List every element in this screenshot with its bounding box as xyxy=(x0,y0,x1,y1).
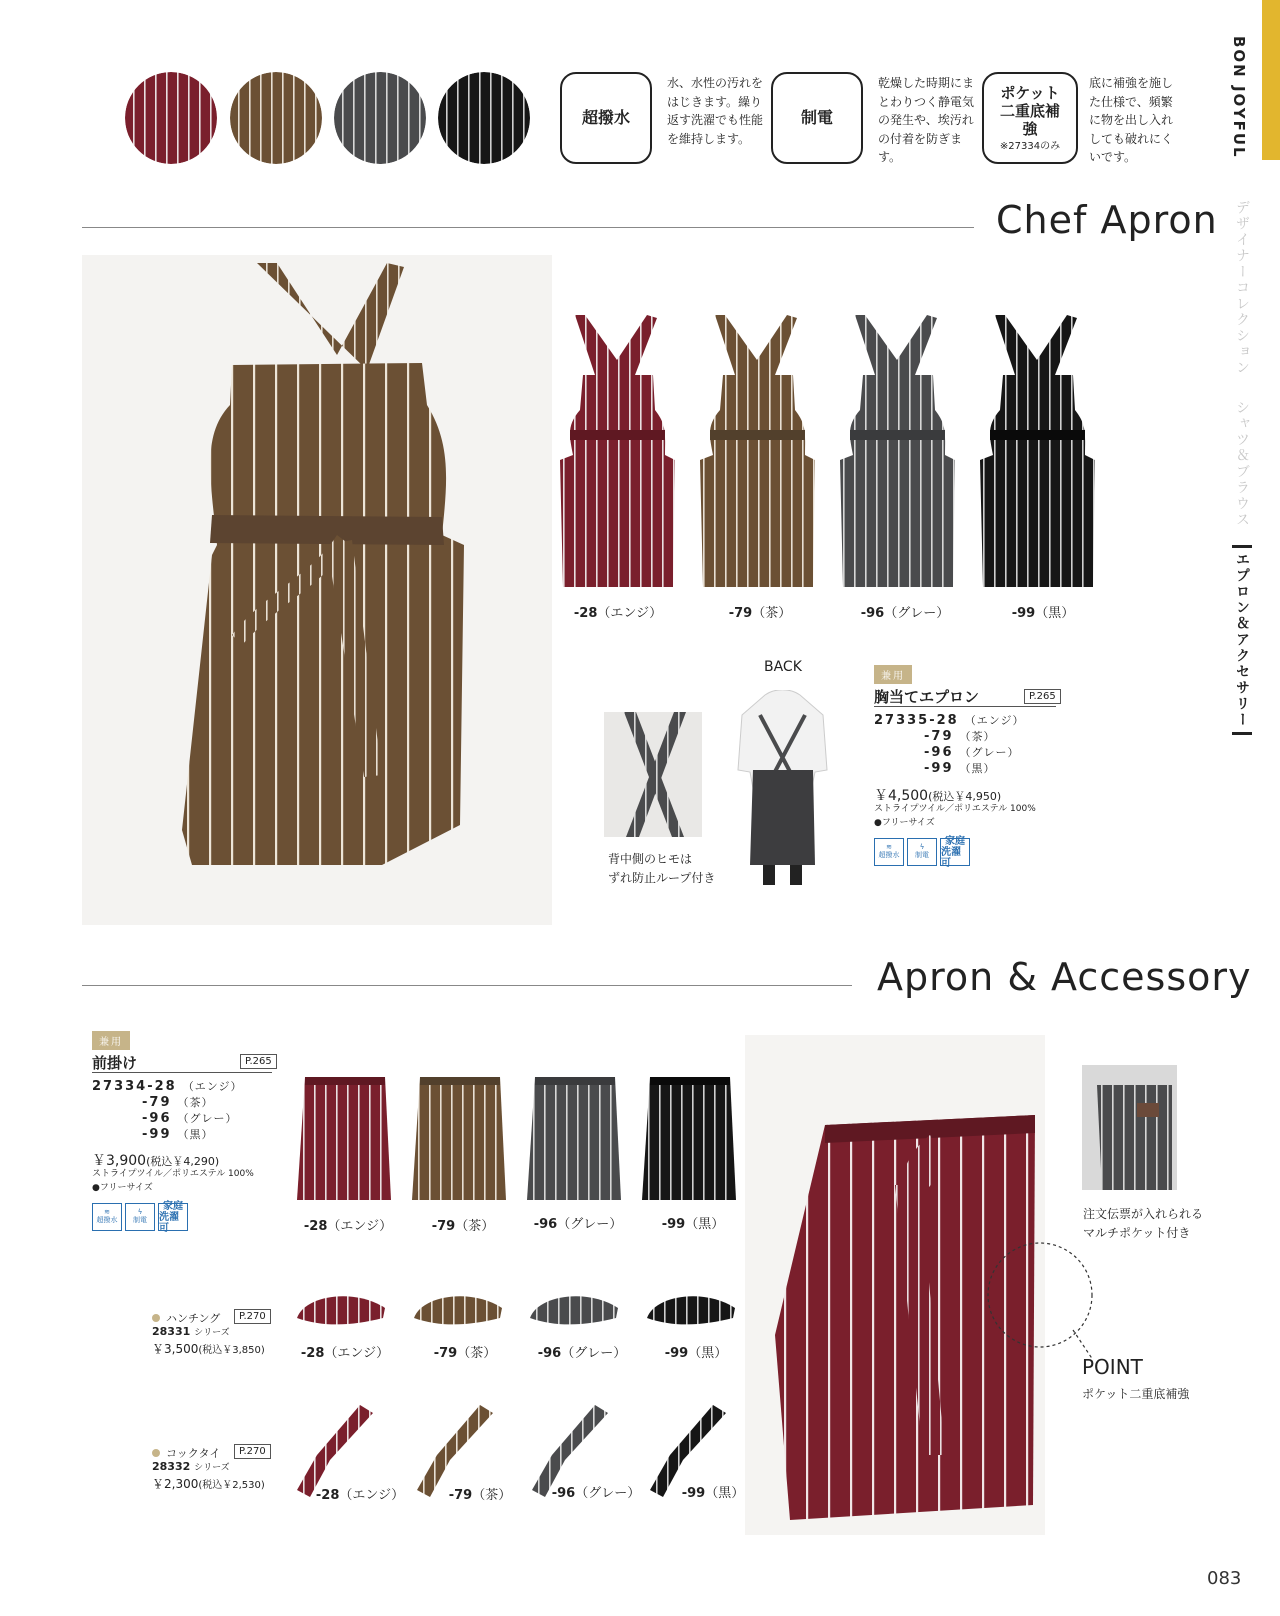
pocket-detail-photo xyxy=(1082,1065,1177,1190)
hunting-color-label: -28（エンジ） xyxy=(300,1346,390,1361)
chef-color-label: -79（茶） xyxy=(728,606,792,621)
strap-caption: 背中側のヒモは ずれ防止ループ付き xyxy=(608,852,716,886)
page-ref[interactable]: P.265 xyxy=(240,1054,277,1069)
product-code: -96 （グレー） xyxy=(142,1111,238,1126)
feature-title: 超撥水 xyxy=(581,108,630,128)
product-price: ￥4,500(税込￥4,950) xyxy=(874,788,1002,804)
feature-desc: 乾燥した時期にまとわりつく静電気の発生や、埃汚れの付着を防ぎます。 xyxy=(878,76,975,165)
page-ref[interactable]: P.270 xyxy=(234,1309,271,1324)
home-wash-icon: 家庭 洗濯可 xyxy=(158,1203,188,1231)
point-callout-circle xyxy=(985,1230,1095,1365)
section-rule xyxy=(82,227,974,228)
hunting-color-label: -96（グレー） xyxy=(537,1346,627,1361)
product-code: -99 （黒） xyxy=(142,1127,214,1142)
strap-detail-illustration xyxy=(604,712,702,837)
feature-title: 制電 xyxy=(800,108,833,128)
hunting-color-label: -99（黒） xyxy=(664,1346,728,1361)
strap-detail-photo xyxy=(604,712,702,837)
feature-title: ポケット二重底補強 xyxy=(999,83,1060,138)
page-number: 083 xyxy=(1207,1568,1242,1589)
unisex-badge: 兼用 xyxy=(874,665,912,684)
tie-price: ￥2,300(税込￥2,530) xyxy=(152,1477,265,1491)
product-code: -96 （グレー） xyxy=(924,745,1020,760)
bullet-dot xyxy=(152,1449,160,1457)
swatch-cha xyxy=(230,72,322,164)
hunting-cap-enji xyxy=(295,1290,390,1330)
pocket-caption: 注文伝票が入れられる マルチポケット付き xyxy=(1083,1207,1204,1241)
side-index-shirts[interactable]: シャツ＆ブラウス xyxy=(1234,400,1250,528)
care-icons xyxy=(92,1200,188,1234)
pocket-detail-illustration xyxy=(1082,1065,1177,1190)
product-material: ストライプツイル／ポリエステル 100% ●フリーサイズ xyxy=(874,804,1036,828)
unisex-badge: 兼用 xyxy=(92,1031,130,1050)
chef-color-label: -28（エンジ） xyxy=(573,606,663,621)
waist-apron-gray xyxy=(525,1075,625,1205)
feature-water-repellent xyxy=(560,72,652,164)
page-ref[interactable]: P.265 xyxy=(1024,689,1061,704)
side-gold-tab xyxy=(1262,0,1280,160)
hunting-cap-cha xyxy=(412,1290,507,1330)
feature-desc: 水、水性の汚れをはじきます。繰り返す洗濯でも性能を維持します。 xyxy=(667,76,764,146)
antistatic-icon: ϟ 制電 xyxy=(125,1203,155,1231)
bullet-dot xyxy=(152,1314,160,1322)
waist-apron-enji xyxy=(295,1075,395,1205)
hunting-price: ￥3,500(税込￥3,850) xyxy=(152,1342,265,1356)
home-wash-icon: 家庭 洗濯可 xyxy=(940,838,970,866)
side-brand: BON JOYFUL xyxy=(1230,36,1248,159)
product-code: 27335-28 （エンジ） xyxy=(874,713,1025,728)
side-index-aprons[interactable]: エプロン＆アクセサリー xyxy=(1232,545,1252,735)
chef-apron-title: Chef Apron xyxy=(996,198,1218,242)
product-price: ￥3,900(税込￥4,290) xyxy=(92,1153,220,1169)
tie-color-label: -79（茶） xyxy=(448,1488,512,1503)
point-label: POINT xyxy=(1082,1355,1143,1379)
chef-apron-main-photo xyxy=(82,255,552,925)
accessory-title: Apron & Accessory xyxy=(877,955,1252,999)
waist-color-label: -99（黒） xyxy=(661,1217,725,1232)
care-icons xyxy=(874,835,970,869)
chef-apron-illustration xyxy=(82,255,552,925)
product-code: -99 （黒） xyxy=(924,761,996,776)
swatch-enji xyxy=(125,72,217,164)
swatch-gray xyxy=(334,72,426,164)
feature-antistatic xyxy=(771,72,863,164)
product-code: 27334-28 （エンジ） xyxy=(92,1079,243,1094)
hunting-cap-black xyxy=(645,1290,740,1330)
side-index-designer[interactable]: デザイナーコレクション xyxy=(1234,200,1250,376)
section-rule xyxy=(82,985,852,986)
hunting-color-label: -79（茶） xyxy=(433,1346,497,1361)
product-name: 胸当てエプロン xyxy=(874,688,980,706)
product-material: ストライプツイル／ポリエステル 100% ●フリーサイズ xyxy=(92,1169,254,1193)
waist-color-label: -28（エンジ） xyxy=(303,1219,393,1234)
waist-apron-black xyxy=(640,1075,740,1205)
waist-apron-cha xyxy=(410,1075,510,1205)
hunting-cap-gray xyxy=(528,1290,623,1330)
feature-desc: 底に補強を施した仕様で、頻繁に物を出し入れしても破れにくいです。 xyxy=(1089,76,1174,165)
hunting-label: ハンチング xyxy=(152,1310,220,1326)
waist-color-label: -96（グレー） xyxy=(533,1217,623,1232)
product-code: -79 （茶） xyxy=(142,1095,214,1110)
info-rule xyxy=(874,706,1056,707)
product-name: 前掛け xyxy=(92,1054,138,1072)
chef-apron-gray xyxy=(835,315,960,590)
tie-code: 28332 シリーズ xyxy=(152,1460,230,1473)
water-repellent-icon: ≋ 超撥水 xyxy=(92,1203,122,1231)
info-rule xyxy=(92,1072,272,1073)
product-code: -79 （茶） xyxy=(924,729,996,744)
chef-apron-black xyxy=(975,315,1100,590)
chef-color-label: -99（黒） xyxy=(1011,606,1075,621)
chef-apron-cha xyxy=(695,315,820,590)
hunting-code: 28331 シリーズ xyxy=(152,1325,230,1338)
swatch-black xyxy=(438,72,530,164)
tie-color-label: -28（エンジ） xyxy=(315,1488,405,1503)
chef-color-label: -96（グレー） xyxy=(860,606,950,621)
waist-color-label: -79（茶） xyxy=(431,1219,495,1234)
feature-pocket xyxy=(982,72,1078,164)
antistatic-icon: ϟ 制電 xyxy=(907,838,937,866)
water-repellent-icon: ≋ 超撥水 xyxy=(874,838,904,866)
tie-label: コックタイ xyxy=(152,1445,220,1461)
back-view-figure xyxy=(735,690,830,885)
feature-note: ※27334のみ xyxy=(999,140,1061,152)
tie-color-label: -99（黒） xyxy=(681,1486,745,1501)
back-label: BACK xyxy=(764,659,802,675)
point-caption: ポケット二重底補強 xyxy=(1082,1387,1190,1401)
page-ref[interactable]: P.270 xyxy=(234,1444,271,1459)
tie-color-label: -96（グレー） xyxy=(551,1486,641,1501)
chef-apron-enji xyxy=(555,315,680,590)
